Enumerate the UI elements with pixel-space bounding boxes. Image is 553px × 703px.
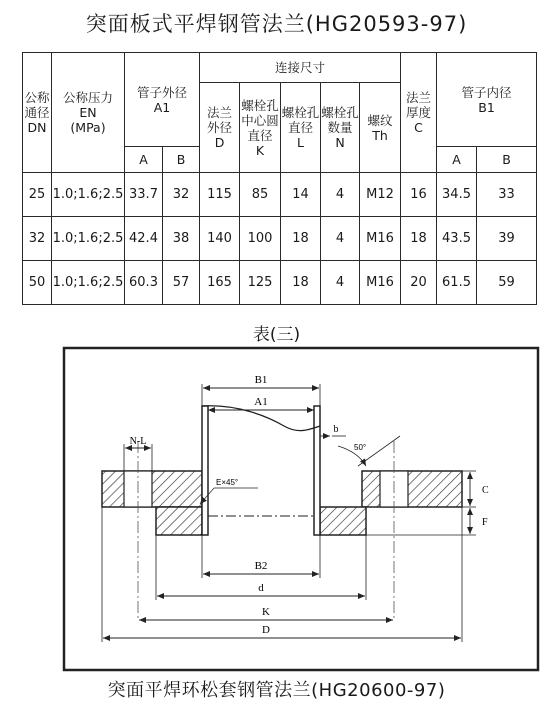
cell-n: 4 (321, 217, 360, 261)
flange-drawing (62, 346, 540, 672)
cell-a1-a: 42.4 (125, 217, 163, 261)
cell-c: 16 (401, 173, 437, 217)
page-title: 突面板式平焊钢管法兰(HG20593-97) (85, 12, 468, 36)
header-d: 法兰 外径 D (200, 83, 240, 173)
cell-dn: 25 (23, 173, 52, 217)
cell-dn: 32 (23, 217, 52, 261)
table-row (23, 217, 537, 261)
cell-c: 18 (401, 217, 437, 261)
subheader-b1-b: B (477, 147, 537, 173)
cell-k: 100 (240, 217, 281, 261)
dim-f: F (482, 517, 488, 528)
pipe-wall-right (314, 406, 320, 535)
cell-d: 165 (200, 261, 240, 305)
cell-th: M16 (360, 217, 401, 261)
cell-a1-a: 33.7 (125, 173, 163, 217)
cell-b1-a: 43.5 (437, 217, 477, 261)
cell-b1-b: 59 (477, 261, 537, 305)
header-c: 法兰 厚度 C (401, 53, 437, 173)
cell-th: M16 (360, 261, 401, 305)
cell-a1-b: 57 (163, 261, 200, 305)
header-pressure: 公称压力 EN (MPa) (52, 53, 125, 173)
dim-k: K (262, 606, 270, 618)
dim-b: b (333, 424, 339, 435)
dim-d-big: D (262, 624, 270, 636)
cell-n: 4 (321, 261, 360, 305)
header-n: 螺栓孔 数量 N (321, 83, 360, 173)
header-b1: 管子内径 B1 (437, 53, 537, 147)
bottom-title: 突面平焊环松套钢管法兰(HG20600-97) (107, 680, 446, 701)
table-caption: 表(三) (252, 325, 301, 345)
cell-a1-b: 32 (163, 173, 200, 217)
cell-pressure: 1.0;1.6;2.5 (52, 217, 125, 261)
cell-l: 18 (281, 261, 321, 305)
cell-d: 140 (200, 217, 240, 261)
cell-k: 85 (240, 173, 281, 217)
dim-e45: E×45° (216, 478, 239, 487)
cell-n: 4 (321, 173, 360, 217)
flange-right (362, 471, 462, 507)
subheader-a1-b: B (163, 147, 200, 173)
dim-n-l: N-L (129, 436, 147, 447)
cell-b1-a: 61.5 (437, 261, 477, 305)
cell-th: M12 (360, 173, 401, 217)
cell-c: 20 (401, 261, 437, 305)
cell-k: 125 (240, 261, 281, 305)
dim-b1: B1 (254, 374, 268, 386)
header-a1: 管子外径 A1 (125, 53, 200, 147)
cell-b1-b: 33 (477, 173, 537, 217)
cell-pressure: 1.0;1.6;2.5 (52, 261, 125, 305)
weld-ring-left (156, 507, 202, 535)
dim-d-small: d (258, 582, 264, 594)
dim-c: C (482, 485, 489, 496)
cell-dn: 50 (23, 261, 52, 305)
header-connection: 连接尺寸 (200, 53, 401, 83)
dimension-table (22, 52, 537, 305)
cell-a1-b: 38 (163, 217, 200, 261)
subheader-a1-a: A (125, 147, 163, 173)
cell-pressure: 1.0;1.6;2.5 (52, 173, 125, 217)
cell-l: 18 (281, 217, 321, 261)
cell-a1-a: 60.3 (125, 261, 163, 305)
dim-a1: A1 (254, 396, 268, 408)
subheader-b1-a: A (437, 147, 477, 173)
dim-b2: B2 (254, 560, 268, 572)
cell-l: 14 (281, 173, 321, 217)
cell-b1-a: 34.5 (437, 173, 477, 217)
header-dn: 公称 通径 DN (23, 53, 52, 173)
header-l: 螺栓孔 直径 L (281, 83, 321, 173)
table-row (23, 173, 537, 217)
pipe-wall-left (202, 406, 208, 535)
header-k: 螺栓孔 中心圆 直径 K (240, 83, 281, 173)
cell-d: 115 (200, 173, 240, 217)
header-th: 螺纹 Th (360, 83, 401, 173)
weld-ring-right (320, 507, 366, 535)
dim-angle: 50° (354, 443, 367, 452)
cell-b1-b: 39 (477, 217, 537, 261)
table-row (23, 261, 537, 305)
